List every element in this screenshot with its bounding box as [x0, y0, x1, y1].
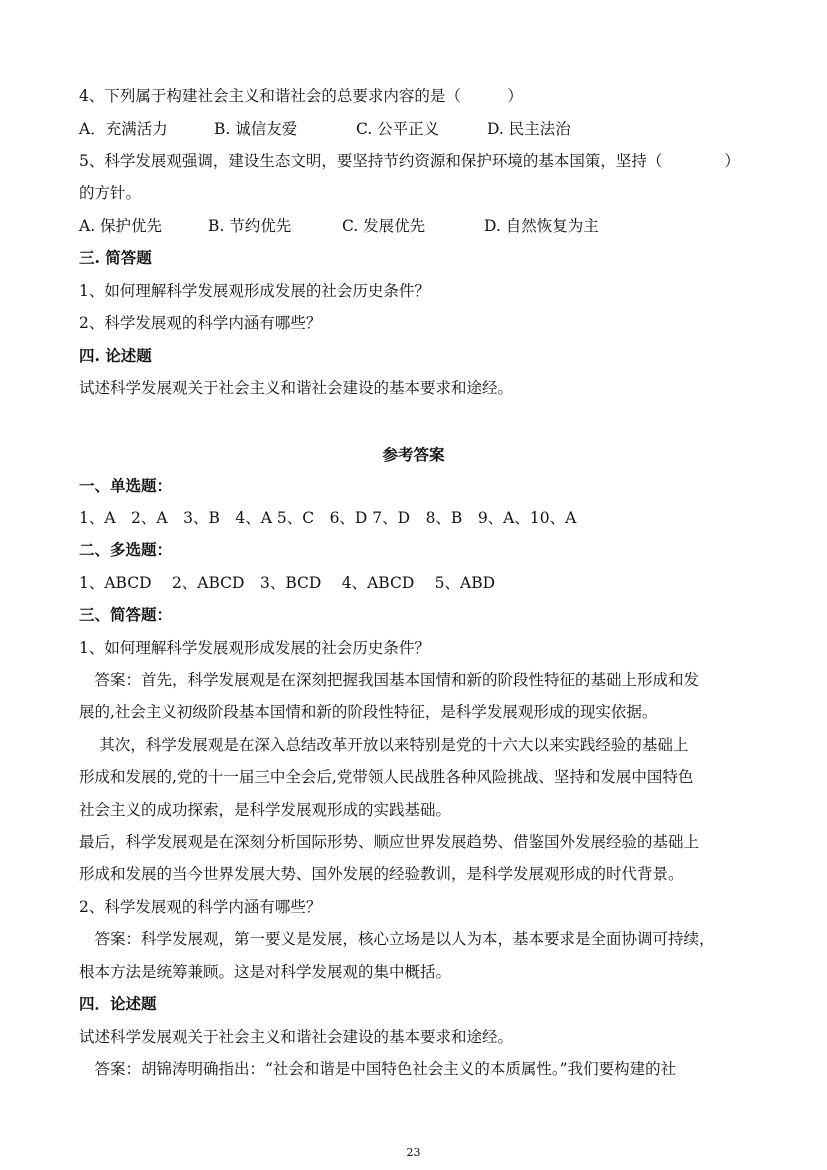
single-choice-heading: 一、单选题： [79, 476, 173, 495]
question-4-option-c: C. 公平正义 [356, 120, 440, 138]
page-number: 23 [406, 1146, 421, 1159]
multi-choice-heading: 二、多选题： [79, 540, 173, 559]
question-5-option-c: C. 发展优先 [342, 217, 426, 235]
essay-answer-heading: 四．论述题 [79, 994, 157, 1013]
answer-1-line: 社会主义的成功探索，是科学发展观形成的实践基础。 [79, 801, 452, 819]
short-answer-question-1: 1、如何理解科学发展观形成发展的社会历史条件？ [79, 639, 430, 657]
multi-choice-answers: 1、ABCD 2、ABCD 3、BCD 4、ABCD 5、ABD [79, 574, 496, 592]
question-5-option-b: B. 节约优先 [208, 217, 292, 235]
essay-question: 试述科学发展观关于社会主义和谐社会建设的基本要求和途经。 [79, 379, 514, 397]
short-question-2: 2、科学发展观的科学内涵有哪些？ [79, 314, 322, 332]
question-4-option-b: B. 诚信友爱 [214, 120, 298, 138]
answer-1-line: 形成和发展的当今世界发展大势、国外发展的经验教训，是科学发展观形成的时代背景。 [79, 865, 684, 883]
answer-1-line: 其次，科学发展观是在深入总结改革开放以来特别是党的十六大以来实践经验的基础上 [79, 736, 689, 754]
essay-answer-question: 试述科学发展观关于社会主义和谐社会建设的基本要求和途经。 [79, 1028, 514, 1046]
answer-2-line: 答案：科学发展观，第一要义是发展，核心立场是以人为本，基本要求是全面协调可持续， [79, 930, 715, 948]
section-3-heading: 三. 简答题 [79, 248, 152, 267]
question-5-option-a: A. 保护优先 [79, 217, 163, 235]
answer-1-line: 答案：首先，科学发展观是在深刻把握我国基本国情和新的阶段性特征的基础上形成和发 [79, 671, 700, 689]
short-answer-question-2: 2、科学发展观的科学内涵有哪些？ [79, 898, 322, 916]
answer-1-line: 形成和发展的,党的十一届三中全会后,党带领人民战胜各种风险挑战、坚持和发展中国特色 [79, 768, 694, 786]
question-5-option-d: D. 自然恢复为主 [484, 217, 599, 235]
question-4-stem: 4、下列属于构建社会主义和谐社会的总要求内容的是（ ） [79, 87, 523, 105]
essay-answer-line: 答案：胡锦涛明确指出：“社会和谐是中国特色社会主义的本质属性。”我们要构建的社 [79, 1060, 677, 1078]
single-choice-answers: 1、A 2、A 3、B 4、A 5、C 6、D 7、D 8、B 9、A、10、A [79, 509, 577, 527]
question-5-stem: 5、科学发展观强调，建设生态文明，要坚持节约资源和保护环境的基本国策，坚持（ ） [79, 152, 740, 170]
answer-1-line: 展的,社会主义初级阶段基本国情和新的阶段性特征，是科学发展观形成的现实依据。 [79, 703, 658, 721]
short-question-1: 1、如何理解科学发展观形成发展的社会历史条件？ [79, 282, 430, 300]
question-4-option-d: D. 民主法治 [487, 120, 571, 138]
answer-1-line: 最后，科学发展观是在深刻分析国际形势、顺应世界发展趋势、借鉴国外发展经验的基础上 [79, 833, 700, 851]
question-5-stem-cont: 的方针。 [79, 184, 142, 202]
question-4-option-a: A．充满活力 [79, 120, 168, 138]
section-4-heading: 四. 论述题 [79, 346, 152, 365]
answer-2-line: 根本方法是统筹兼顾。这是对科学发展观的集中概括。 [79, 963, 452, 981]
answer-key-title: 参考答案 [382, 445, 445, 464]
short-answer-heading: 三、简答题： [79, 605, 173, 624]
